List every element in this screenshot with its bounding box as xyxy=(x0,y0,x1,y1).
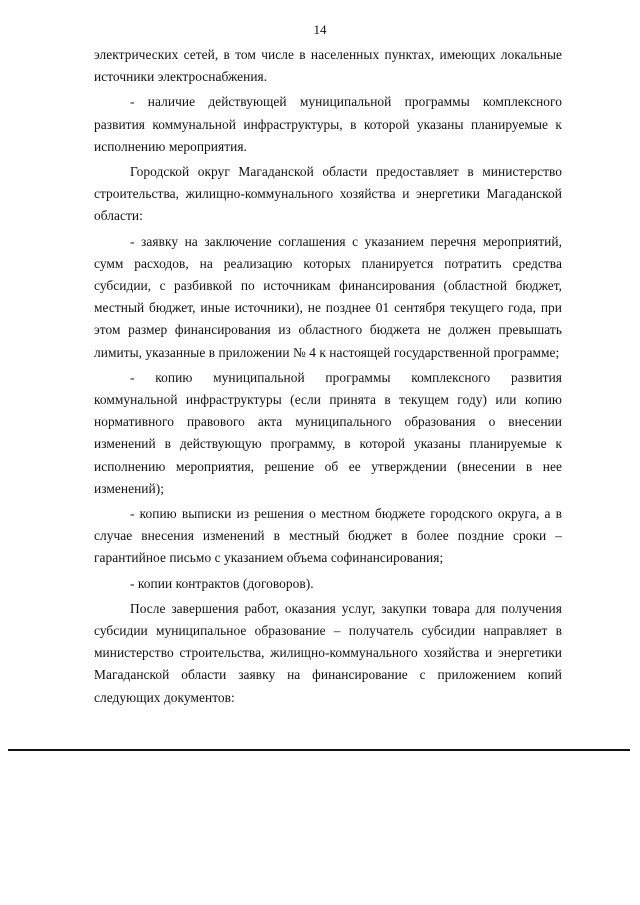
paragraph-contracts: - копии контрактов (договоров). xyxy=(130,575,314,591)
horizontal-rule xyxy=(8,749,630,751)
paragraph-program-requirement: - наличие действующей муниципальной программы комплексного развития коммунальной инфраструктуры, в которой указаны планируемые к исполнению мероприятия. xyxy=(94,94,562,154)
paragraph-submission-intro: Городской округ Магаданской области предоставляет в министерство строительства, жилищно-коммунального хозяйства и энергетики Магаданской области: xyxy=(94,164,562,224)
body-text xyxy=(94,44,562,712)
paragraph-budget-extract: - копию выписки из решения о местном бюджете городского округа, а в случае внесения изменений в местный бюджет в более поздние сроки – гарантийное письмо с указанием объема софинансирования; xyxy=(94,506,562,566)
paragraph-financing-request: После завершения работ, оказания услуг, закупки товара для получения субсидии муниципальное образование – получатель субсидии направляет в министерство строительства, жилищно-коммунального хозяйства и энергетики Магаданской области заявку на финансирование с приложением копий следующих документов: xyxy=(94,600,562,705)
paragraph-program-copy: - копию муниципальной программы комплексного развития коммунальной инфраструктуры (если принята в текущем году) или копию нормативного правового акта муниципального образования о внесении изменений в действующую программу, в которой указаны планируемые к исполнению мероприятия, решение об ее утверждении (внесении в нее изменений); xyxy=(94,369,562,496)
paragraph-continuation: электрических сетей, в том числе в населенных пунктах, имеющих локальные источники электроснабжения. xyxy=(94,47,562,85)
paragraph-application: - заявку на заключение соглашения с указанием перечня мероприятий, сумм расходов, на реализацию которых планируется потратить средства субсидии, с разбивкой по источникам финансирования (областной бюджет, местный бюджет, иные источники), не позднее 01 сентября текущего года, при этом размер финансирования из областного бюджета не должен превышать лимиты, указанные в приложении № 4 к настоящей государственной программе; xyxy=(94,233,562,360)
page-number: 14 xyxy=(313,22,327,37)
